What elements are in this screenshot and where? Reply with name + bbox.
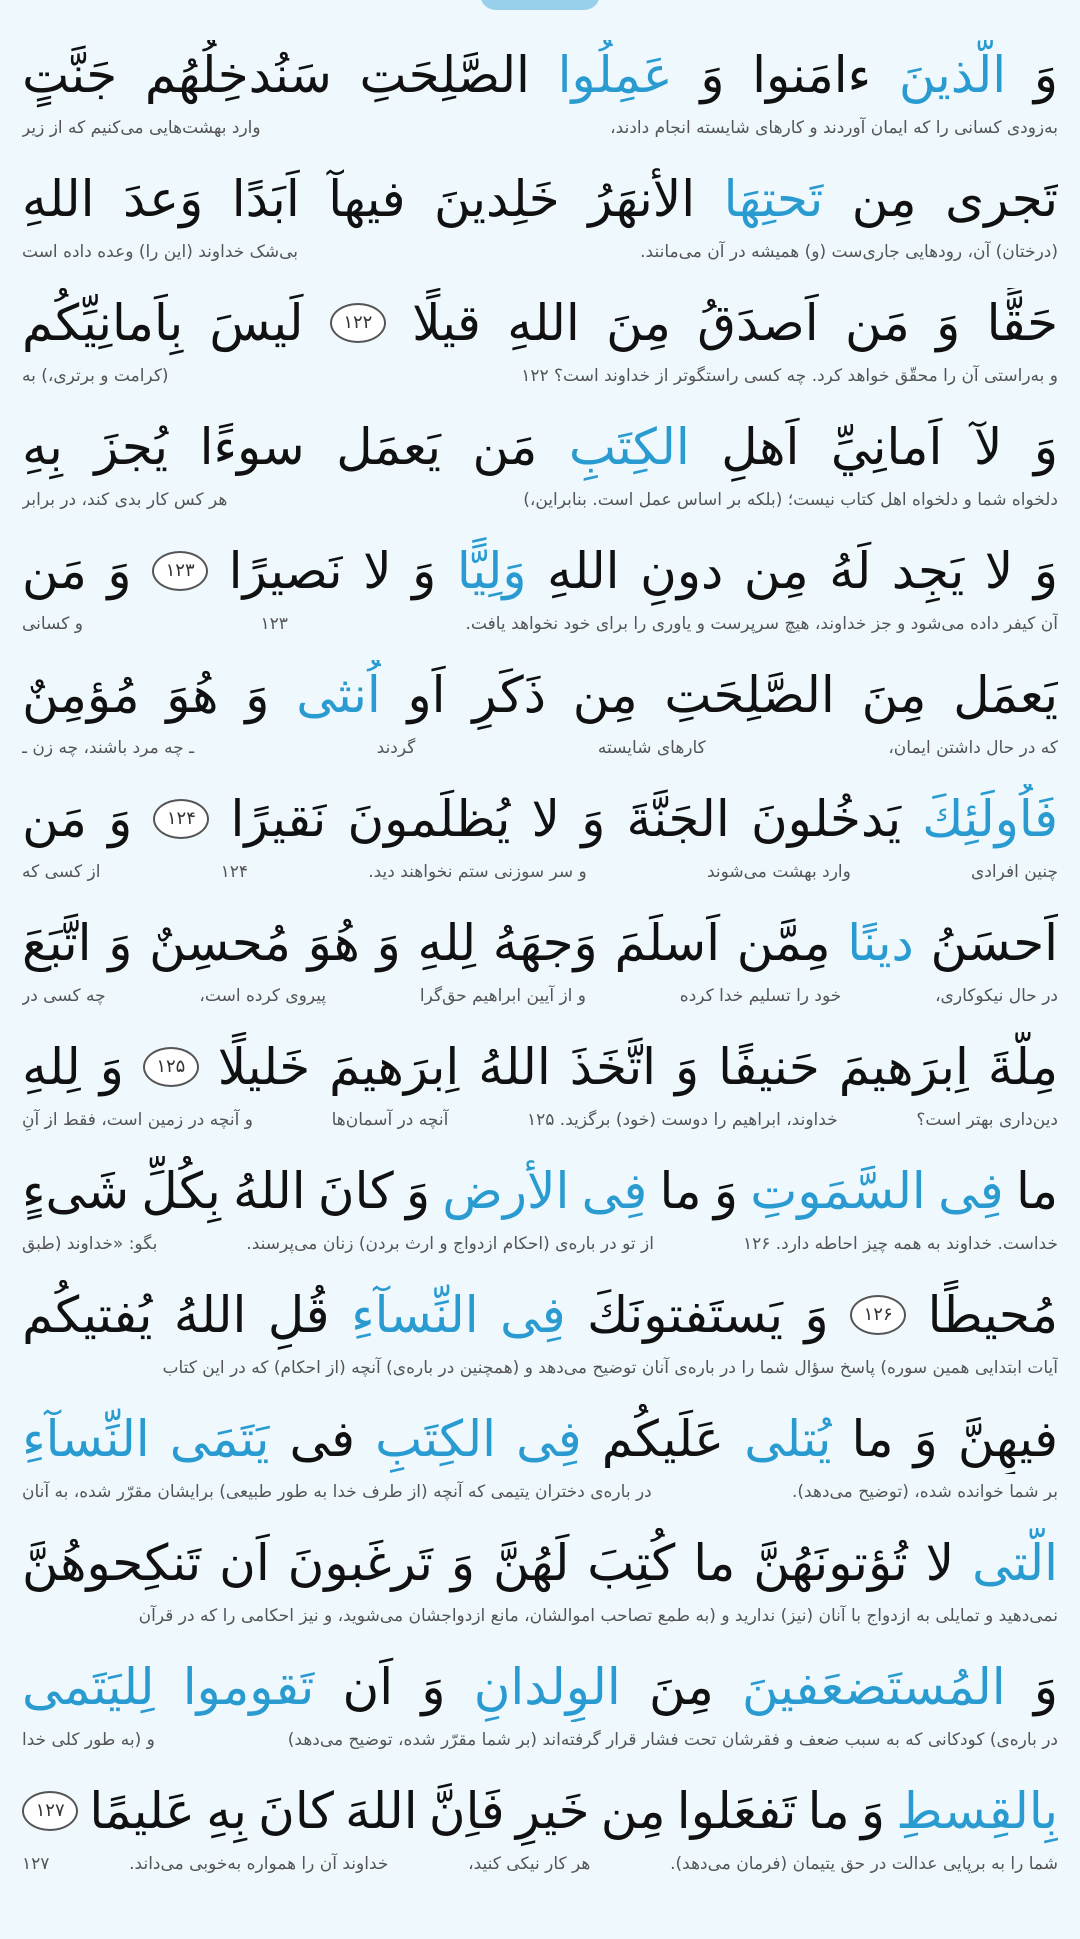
arabic-word: يَعمَل xyxy=(336,418,442,476)
arabic-word: تَفعَلوا xyxy=(676,1782,797,1840)
arabic-word: مِن xyxy=(600,1782,666,1840)
arabic-word: مِنَ xyxy=(648,1658,714,1716)
translation-segment: بگو: «خداوند (طبق xyxy=(22,1234,158,1254)
arabic-word: الصَّلِحَتِ xyxy=(664,666,835,724)
arabic-word: حَنيفًا xyxy=(718,1038,820,1096)
arabic-word: تَجرى xyxy=(945,170,1058,228)
arabic-word: كانَ xyxy=(317,1162,394,1220)
translation-segment: پیروی کرده است، xyxy=(199,986,327,1006)
arabic-word: ما xyxy=(693,1534,736,1592)
arabic-word: اللهِ xyxy=(547,542,620,600)
translation-segment: در باره‌ی دختران یتیمی که آنچه (از طرف خدا به طور طبیعی) برایشان مقرّر شده، به آنان xyxy=(22,1482,652,1502)
arabic-word: فيهِنَّ xyxy=(957,1410,1058,1468)
arabic-word: ءامَنوا xyxy=(752,46,872,104)
arabic-word: يَستَفتونَكَ xyxy=(587,1286,784,1344)
arabic-word: دونِ xyxy=(640,542,724,600)
arabic-word: ما xyxy=(807,1782,850,1840)
arabic-word: ما xyxy=(1015,1162,1058,1220)
verse-line xyxy=(22,1156,1058,1280)
verse-line xyxy=(22,1528,1058,1652)
arabic-word: الأرضِ xyxy=(442,1162,570,1220)
arabic-word: فيهآ xyxy=(328,170,406,228)
persian-translation xyxy=(22,1850,1058,1878)
arabic-word: بِهِ xyxy=(206,1782,247,1840)
arabic-word: اَهلِ xyxy=(721,418,800,476)
arabic-word: وَ xyxy=(1033,46,1058,104)
translation-segment: از تو در باره‌ی (احکام ازدواج و ارث بردن) زنان می‌پرسند. xyxy=(246,1234,654,1254)
arabic-word: يُفتيكُم xyxy=(22,1286,153,1344)
translation-segment: بی‌شک خداوند (این را) وعده داده است xyxy=(22,242,299,262)
arabic-word: وَ xyxy=(245,666,270,724)
arabic-word: مُحيطًا xyxy=(927,1286,1058,1344)
arabic-word: الأنهَرُ xyxy=(588,170,696,228)
arabic-word: وَ xyxy=(1033,1658,1058,1716)
arabic-word: لَيسَ xyxy=(209,294,304,352)
verse-number-marker: ۱۲۴ xyxy=(153,799,209,839)
arabic-word: فِى xyxy=(500,1286,566,1344)
arabic-text xyxy=(22,784,1058,854)
arabic-word: مِمَّن xyxy=(736,914,831,972)
arabic-text xyxy=(22,1404,1058,1474)
arabic-word: فِى xyxy=(938,1162,1004,1220)
translation-segment: و (به طور کلی خدا xyxy=(22,1730,155,1750)
arabic-word: فَاُولَئِكَ xyxy=(922,790,1058,848)
verse-line xyxy=(22,412,1058,536)
verse-line xyxy=(22,288,1058,412)
arabic-word: الكِتَبِ xyxy=(568,418,690,476)
persian-translation xyxy=(22,982,1058,1010)
arabic-word: اتَّخَذَ xyxy=(569,1038,657,1096)
arabic-word: بِاَمانِيِّكُم xyxy=(22,294,184,352)
arabic-word: خَليلًا xyxy=(217,1038,311,1096)
arabic-word: مَن xyxy=(472,418,538,476)
arabic-word: بِكُلِّ xyxy=(141,1162,221,1220)
arabic-word: النِّسآءِ xyxy=(22,1410,150,1468)
arabic-text xyxy=(22,412,1058,482)
arabic-word: عَلَيكُم xyxy=(601,1410,725,1468)
translation-segment: و کسانی xyxy=(22,614,83,634)
arabic-word: وَ xyxy=(1033,418,1058,476)
translation-segment: چنین افرادی xyxy=(971,862,1058,882)
arabic-word: لا xyxy=(984,542,1014,600)
verse-line xyxy=(22,908,1058,1032)
arabic-word: اللهِ xyxy=(22,170,95,228)
arabic-word: وَ xyxy=(376,914,401,972)
arabic-word: هُوَ xyxy=(166,666,219,724)
verse-line xyxy=(22,784,1058,908)
persian-translation xyxy=(22,734,1058,762)
verse-number-marker: ۱۲۳ xyxy=(152,551,208,591)
arabic-word: قيلًا xyxy=(412,294,481,352)
translation-segment: آن کیفر داده می‌شود و جز خداوند، هیچ سرپرست و یاوری را برای خود نخواهد یافت. xyxy=(465,614,1058,634)
arabic-word: سوءًا xyxy=(199,418,305,476)
persian-translation xyxy=(22,1230,1058,1258)
arabic-word: وَ xyxy=(450,1534,476,1592)
arabic-word: عَمِلُوا xyxy=(557,46,673,104)
arabic-word: كُتِبَ xyxy=(587,1534,676,1592)
arabic-word: مَن xyxy=(844,294,910,352)
arabic-word: وَجهَهُ xyxy=(492,914,598,972)
persian-translation xyxy=(22,1478,1058,1506)
verse-line xyxy=(22,536,1058,660)
translation-segment: ـ چه مرد باشند، چه زن ـ xyxy=(22,738,195,758)
translation-segment: خداوند، ابراهیم را دوست (خود) برگزید. ۱۲۵ xyxy=(526,1110,838,1130)
persian-translation xyxy=(22,610,1058,638)
arabic-word: اَن xyxy=(342,1658,394,1716)
arabic-word: تَحتِهَا xyxy=(723,170,824,228)
arabic-word: وَ xyxy=(860,1782,886,1840)
verse-line xyxy=(22,1776,1058,1900)
persian-translation xyxy=(22,1354,1058,1382)
translation-segment: ۱۲۷ xyxy=(22,1854,50,1874)
arabic-word: مَن xyxy=(22,790,87,848)
arabic-word: قُلِ xyxy=(267,1286,330,1344)
translation-segment: چه کسی در xyxy=(22,986,106,1006)
translation-segment: که در حال داشتن ایمان، xyxy=(888,738,1058,758)
arabic-word: لَهُ xyxy=(829,542,872,600)
arabic-word: يَجِد xyxy=(891,542,965,600)
arabic-word: اِبرَهيمَ xyxy=(329,1038,460,1096)
translation-segment: (کرامت و برتری،) به xyxy=(22,366,169,386)
persian-translation xyxy=(22,858,1058,886)
persian-translation xyxy=(22,238,1058,266)
arabic-word: تَنكِحوهُنَّ xyxy=(22,1534,202,1592)
arabic-word: يَعمَل xyxy=(953,666,1058,724)
arabic-word: لِلهِ xyxy=(417,914,477,972)
arabic-text xyxy=(22,1032,1058,1102)
translation-segment: هر کس کار بدی کند، در برابر xyxy=(22,490,228,510)
verse-line xyxy=(22,1280,1058,1404)
arabic-word: اَبَدًا xyxy=(231,170,300,228)
translation-segment: شما را به برپایی عدالت در حق یتیمان (فرمان می‌دهد). xyxy=(670,1854,1058,1874)
arabic-word: خَلِدينَ xyxy=(434,170,560,228)
translation-segment: ۱۲۴ xyxy=(220,862,249,882)
arabic-text xyxy=(22,40,1058,110)
arabic-word: الكِتَبِ xyxy=(375,1410,497,1468)
verse-number-marker: ۱۲۲ xyxy=(330,303,386,343)
arabic-word: سَنُدخِلُهُم xyxy=(144,46,332,104)
arabic-word: جَنَّتٍ xyxy=(22,46,118,104)
arabic-word: لا xyxy=(363,542,392,600)
page-header-ornament xyxy=(480,0,600,10)
arabic-word: يَدخُلونَ xyxy=(750,790,902,848)
translation-segment: و آنچه در زمین است، فقط از آنِ xyxy=(22,1110,253,1130)
arabic-word: اللهِ xyxy=(507,294,580,352)
arabic-text xyxy=(22,288,1058,358)
arabic-word: اَحسَنُ xyxy=(930,914,1058,972)
translation-segment: آنچه در آسمان‌ها xyxy=(331,1110,449,1130)
translation-segment: در باره‌ی) کودکانی که به سبب ضعف و فقرشان تحت فشار قرار گرفته‌اند (بر شما مقرّر شده، توضیح می‌دهد) xyxy=(287,1730,1058,1750)
verse-line xyxy=(22,660,1058,784)
arabic-text xyxy=(22,1652,1058,1722)
arabic-word: فِى xyxy=(581,1162,648,1220)
arabic-word: مِنَ xyxy=(606,294,671,352)
arabic-text xyxy=(22,1280,1058,1350)
translation-segment: ۱۲۳ xyxy=(260,614,288,634)
arabic-word: نَقيرًا xyxy=(230,790,327,848)
arabic-word: وَ xyxy=(107,542,132,600)
verse-line xyxy=(22,40,1058,164)
arabic-word: لا xyxy=(925,1534,955,1592)
arabic-word: وَ xyxy=(700,46,725,104)
arabic-word: لِلهِ xyxy=(22,1038,81,1096)
verse-line xyxy=(22,1032,1058,1156)
arabic-word: لا xyxy=(531,790,561,848)
arabic-word: حَقًّا xyxy=(986,294,1058,352)
arabic-word: الجَنَّةَ xyxy=(626,790,730,848)
arabic-word: وَ xyxy=(99,1038,124,1096)
arabic-word: الصَّلِحَتِ xyxy=(359,46,530,104)
translation-segment: گردند xyxy=(376,738,416,758)
verse-number-marker: ۱۲۶ xyxy=(850,1295,906,1335)
arabic-text xyxy=(22,1776,1058,1846)
arabic-text xyxy=(22,660,1058,730)
arabic-word: مُؤمِنٌ xyxy=(22,666,140,724)
arabic-word: خَيرٍ xyxy=(515,1782,590,1840)
arabic-word: اَمانِيِّ xyxy=(830,418,943,476)
verse-line xyxy=(22,1652,1058,1776)
arabic-word: تُؤتونَهُنَّ xyxy=(753,1534,908,1592)
arabic-word: اَن xyxy=(219,1534,270,1592)
translation-segment: وارد بهشت می‌شوند xyxy=(706,862,851,882)
arabic-text xyxy=(22,536,1058,606)
arabic-word: اُنثى xyxy=(296,666,381,724)
arabic-word: هُوَ xyxy=(307,914,360,972)
translation-segment: به‌زودی کسانی را که ایمان آوردند و کارهای شایسته انجام دادند، xyxy=(610,118,1058,138)
arabic-word: اِبرَهيمَ xyxy=(838,1038,969,1096)
verse-line xyxy=(22,1404,1058,1528)
arabic-word: شَىءٍ xyxy=(22,1162,130,1220)
arabic-text xyxy=(22,908,1058,978)
translation-segment: خداست. خداوند به همه چیز احاطه دارد. ۱۲۶ xyxy=(742,1234,1058,1254)
arabic-word: وَ xyxy=(405,1162,431,1220)
arabic-word: يُجزَ xyxy=(94,418,169,476)
arabic-word: المُستَضعَفينَ xyxy=(741,1658,1006,1716)
arabic-word: اَسلَمَ xyxy=(614,914,721,972)
persian-translation xyxy=(22,1726,1058,1754)
arabic-word: وَ xyxy=(713,1162,738,1220)
arabic-word: وَ xyxy=(108,914,133,972)
arabic-word: ما xyxy=(851,1410,894,1468)
arabic-word: عَليمًا xyxy=(89,1782,195,1840)
translation-segment: خود را تسلیم خدا کرده xyxy=(679,986,842,1006)
arabic-word: اتَّبَعَ xyxy=(22,914,92,972)
arabic-word: يُتلى xyxy=(744,1410,832,1468)
arabic-word: مُحسِنٌ xyxy=(149,914,291,972)
arabic-word: اللهَ xyxy=(345,1782,418,1840)
arabic-word: بِهِ xyxy=(22,418,63,476)
arabic-word: فَاِنَّ xyxy=(428,1782,505,1840)
translation-segment: هر کار نیکی کنید، xyxy=(468,1854,591,1874)
arabic-text xyxy=(22,1528,1058,1598)
arabic-word: وَعدَ xyxy=(123,170,204,228)
arabic-word: ذَكَرٍ xyxy=(472,666,547,724)
arabic-word: وَ xyxy=(108,790,133,848)
arabic-word: لِليَتَمى xyxy=(22,1658,155,1716)
arabic-word: مِن xyxy=(743,542,809,600)
arabic-word: فِى xyxy=(516,1410,582,1468)
persian-translation xyxy=(22,114,1058,142)
persian-translation xyxy=(22,1602,1058,1630)
arabic-word: اَو xyxy=(407,666,446,724)
arabic-word: وَلِيًّا xyxy=(456,542,527,600)
arabic-word: مِن xyxy=(851,170,917,228)
translation-segment: دلخواه شما و دلخواه اهل کتاب نیست؛ (بلکه بر اساس عمل است. بنابراین،) xyxy=(523,490,1058,510)
arabic-word: مِنَ xyxy=(861,666,927,724)
arabic-text xyxy=(22,164,1058,234)
arabic-word: دينًا xyxy=(847,914,914,972)
arabic-word: الَّتى xyxy=(972,1534,1058,1592)
persian-translation xyxy=(22,362,1058,390)
arabic-word: مَن xyxy=(22,542,87,600)
translation-segment: نمی‌دهید و تمایلی به ازدواج با آنان (نیز) ندارید و (به طمع تصاحب اموالشان، مانع ازدواجشان می‌شوید، و نیز احکامی را که در قرآن xyxy=(138,1606,1058,1626)
arabic-word: وَ xyxy=(675,1038,700,1096)
arabic-word: وَ xyxy=(804,1286,829,1344)
translation-segment: دین‌داری بهتر است؟ xyxy=(916,1110,1058,1130)
verse-number-marker: ۱۲۷ xyxy=(22,1791,78,1831)
arabic-word: اللهُ xyxy=(173,1286,247,1344)
translation-segment: از کسی که xyxy=(22,862,101,882)
translation-segment: خداوند آن را همواره به‌خوبی می‌داند. xyxy=(129,1854,389,1874)
arabic-word: وَ xyxy=(936,294,961,352)
translation-segment: (درختان) آن، رودهایی جاری‌ست (و) همیشه در آن می‌مانند. xyxy=(640,242,1058,262)
arabic-word: اَصدَقُ xyxy=(697,294,819,352)
arabic-word: وَ xyxy=(913,1410,938,1468)
arabic-word: اللهُ xyxy=(478,1038,551,1096)
arabic-word: وَ xyxy=(412,542,437,600)
arabic-word: فى xyxy=(289,1410,356,1468)
arabic-word: يَتَمَى xyxy=(169,1410,270,1468)
arabic-word: كانَ xyxy=(258,1782,334,1840)
arabic-word: وَ xyxy=(421,1658,446,1716)
arabic-word: وَ xyxy=(581,790,606,848)
arabic-word: تَقوموا xyxy=(182,1658,315,1716)
arabic-word: مِلَّةَ xyxy=(987,1038,1058,1096)
translation-segment: و به‌راستی آن را محقّق خواهد کرد. چه کسی راستگوتر از خداوند است؟ ۱۲۲ xyxy=(521,366,1058,386)
arabic-word: الَّذينَ xyxy=(898,46,1007,104)
arabic-word: النِّسآءِ xyxy=(351,1286,479,1344)
persian-translation xyxy=(22,486,1058,514)
translation-segment: کارهای شایسته xyxy=(597,738,706,758)
translation-segment: و از آیین ابراهیم حق‌گرا xyxy=(419,986,587,1006)
verse-line xyxy=(22,164,1058,288)
translation-segment: و سر سوزنی ستم نخواهند دید. xyxy=(368,862,587,882)
translation-segment: وارد بهشت‌هایی می‌کنیم که از زیر xyxy=(22,118,261,138)
translation-segment: آیات ابتدایی همین سوره) پاسخ سؤال شما را در باره‌ی آنان توضیح می‌دهد و (همچنین در باره‌ی) آنچه (از احکام) که در این کتاب xyxy=(162,1358,1058,1378)
verse-number-marker: ۱۲۵ xyxy=(143,1047,199,1087)
arabic-word: اللهُ xyxy=(233,1162,306,1220)
verse-lines xyxy=(22,40,1058,1900)
arabic-word: بِالقِسطِ xyxy=(896,1782,1058,1840)
arabic-word: مِن xyxy=(572,666,638,724)
arabic-text xyxy=(22,1156,1058,1226)
arabic-word: لآ xyxy=(973,418,1003,476)
arabic-word: ما xyxy=(659,1162,702,1220)
arabic-word: نَصيرًا xyxy=(228,542,343,600)
translation-segment: در حال نیکوکاری، xyxy=(935,986,1058,1006)
arabic-word: السَّمَوتِ xyxy=(750,1162,926,1220)
arabic-word: تَرغَبونَ xyxy=(287,1534,433,1592)
persian-translation xyxy=(22,1106,1058,1134)
arabic-word: لَهُنَّ xyxy=(493,1534,570,1592)
arabic-word: وَ xyxy=(1033,542,1058,600)
translation-segment: بر شما خوانده شده، (توضیح می‌دهد). xyxy=(792,1482,1058,1502)
arabic-word: يُظلَمونَ xyxy=(347,790,511,848)
arabic-word: الوِلدانِ xyxy=(473,1658,621,1716)
